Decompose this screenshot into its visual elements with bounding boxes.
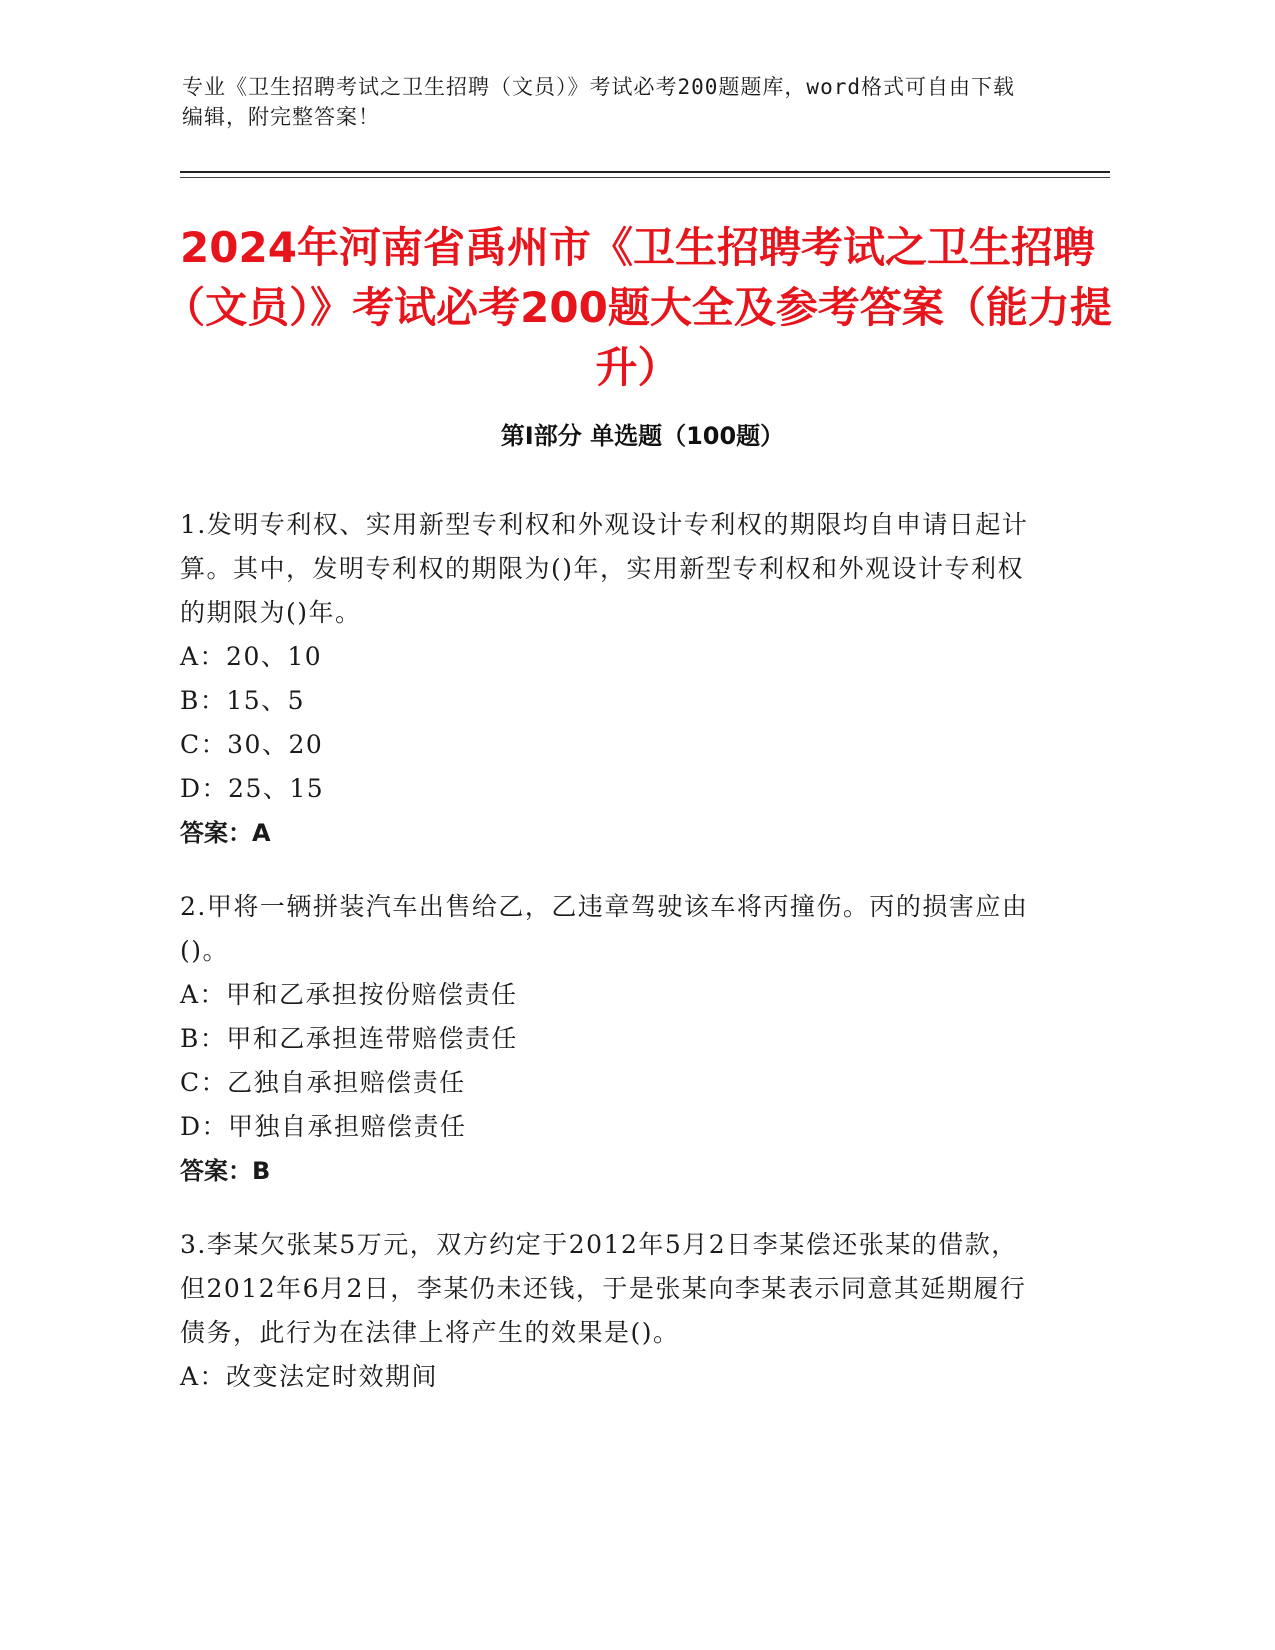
option-b: B：甲和乙承担连带赔偿责任: [180, 1024, 518, 1053]
question-stem: 3.李某欠张某5万元，双方约定于2012年5月2日李某偿还张某的借款，但2012年6月2日，李某仍未还钱，于是张某向李某表示同意其延期履行债务，此行为在法律上将产生的效果是()。: [180, 1230, 1027, 1347]
header-note: 专业《卫生招聘考试之卫生招聘（文员）》考试必考200题题库，word格式可自由下载编辑，附完整答案！: [182, 75, 1015, 129]
option-d: D：25、15: [180, 774, 325, 803]
answer-line: 答案：A: [180, 819, 271, 847]
option-a: A：20、10: [180, 642, 323, 671]
header-divider-thin: [180, 177, 1110, 178]
section-heading: 第I部分 单选题（100题）: [500, 422, 785, 450]
answer-line: 答案：B: [180, 1157, 271, 1185]
option-a: A：甲和乙承担按份赔偿责任: [180, 980, 518, 1009]
question-list: [180, 503, 1030, 1429]
document-title: 2024年河南省禹州市《卫生招聘考试之卫生招聘（文员）》考试必考200题大全及参考答案（能力提升）: [163, 223, 1112, 392]
question-3: [180, 1223, 1030, 1399]
header-divider: [180, 171, 1110, 173]
option-a: A：改变法定时效期间: [180, 1362, 439, 1391]
question-2: [180, 885, 1030, 1193]
question-1: [180, 503, 1030, 855]
question-stem: 1.发明专利权、实用新型专利权和外观设计专利权的期限均自申请日起计算。其中，发明专利权的期限为()年，实用新型专利权和外观设计专利权的期限为()年。: [180, 510, 1029, 627]
option-c: C：乙独自承担赔偿责任: [180, 1068, 466, 1097]
option-c: C：30、20: [180, 730, 324, 759]
option-b: B：15、5: [180, 686, 306, 715]
question-stem: 2.甲将一辆拼装汽车出售给乙，乙违章驾驶该车将丙撞伤。丙的损害应由()。: [180, 892, 1029, 965]
option-d: D：甲独自承担赔偿责任: [180, 1112, 467, 1141]
